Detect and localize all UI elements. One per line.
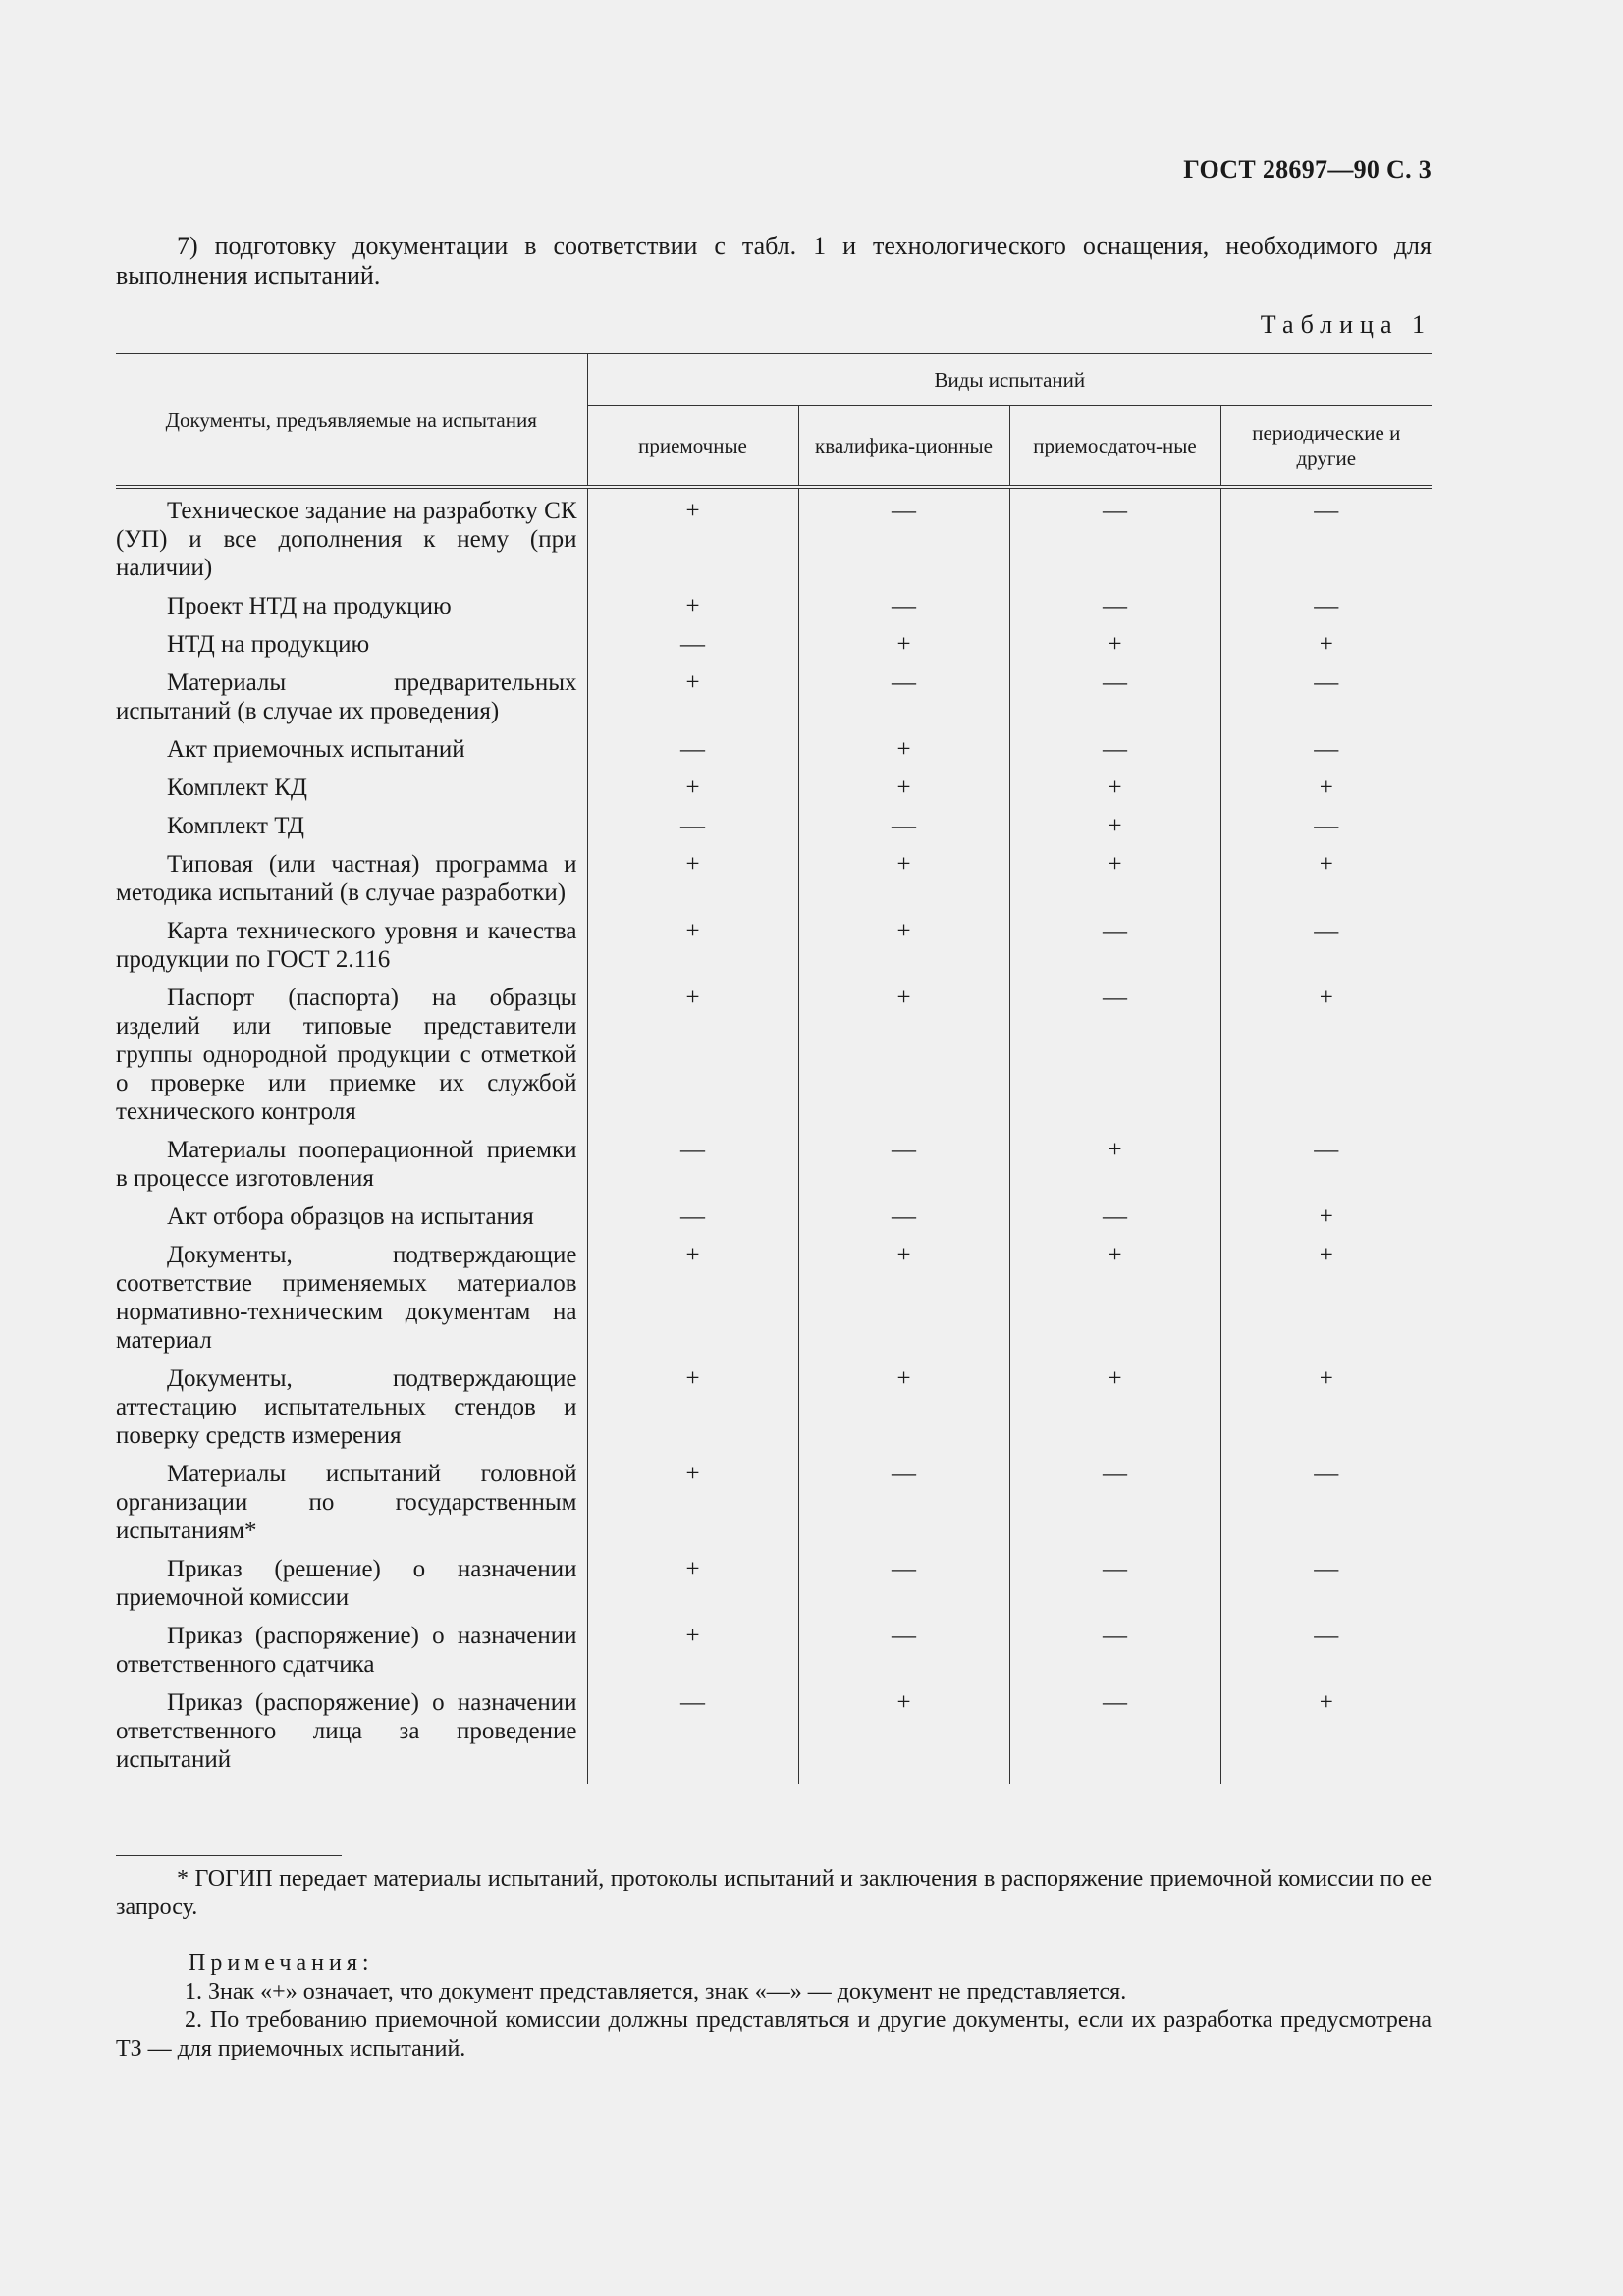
intro-paragraph: 7) подготовку документации в соответствии с табл. 1 и технологического оснащения, необходимого для выполнения испытаний. [116, 232, 1432, 290]
mark-cell: + [798, 917, 1009, 984]
column-header: приемосдаточ-ные [1009, 406, 1220, 488]
notes-section [116, 1949, 1432, 2063]
mark-cell: — [1009, 592, 1220, 630]
mark-cell: — [1220, 1460, 1432, 1555]
mark-cell: — [1220, 1555, 1432, 1622]
test-types-header: Виды испытаний [587, 354, 1432, 406]
mark-cell: — [1220, 735, 1432, 774]
mark-cell: + [798, 1364, 1009, 1460]
mark-cell: + [1220, 1688, 1432, 1784]
table-row [116, 1622, 1432, 1688]
table-row [116, 1688, 1432, 1784]
table-caption: Таблица 1 [1260, 310, 1432, 339]
table-row [116, 1136, 1432, 1202]
table-row [116, 774, 1432, 812]
mark-cell: — [1220, 1622, 1432, 1688]
mark-cell: — [1220, 668, 1432, 735]
mark-cell: — [680, 736, 705, 763]
table-row [116, 592, 1432, 630]
mark-cell: — [680, 1203, 705, 1230]
table-body [116, 487, 1432, 1784]
mark-cell: — [1009, 735, 1220, 774]
mark-cell: + [685, 918, 700, 944]
doc-column-header: Документы, предъявляемые на испытания [116, 354, 587, 488]
table-row [116, 1364, 1432, 1460]
mark-cell: — [1009, 917, 1220, 984]
mark-cell: + [1009, 1364, 1220, 1460]
mark-cell: + [1009, 812, 1220, 850]
mark-cell: — [680, 1689, 705, 1716]
mark-cell: — [798, 592, 1009, 630]
mark-cell: + [1009, 1241, 1220, 1364]
mark-cell: + [685, 669, 700, 696]
document-name-cell: Комплект КД [116, 774, 587, 812]
document-name-cell: Техническое задание на разработку СК (УП) и все дополнения к нему (при наличии) [116, 487, 587, 592]
mark-cell: + [1220, 1202, 1432, 1241]
document-name-cell: Материалы предварительных испытаний (в случае их проведения) [116, 668, 587, 735]
document-name-cell: Акт отбора образцов на испытания [116, 1202, 587, 1241]
document-name-cell: НТД на продукцию [116, 630, 587, 668]
note-item: 1. Знак «+» означает, что документ представляется, знак «—» — документ не представляется. [185, 1979, 1127, 2004]
mark-cell: + [798, 1241, 1009, 1364]
mark-cell: + [798, 630, 1009, 668]
mark-cell: + [685, 1242, 700, 1268]
mark-cell: + [685, 1556, 700, 1582]
mark-cell: — [798, 1460, 1009, 1555]
mark-cell: + [1220, 1364, 1432, 1460]
mark-cell: — [798, 1202, 1009, 1241]
mark-cell: + [798, 1688, 1009, 1784]
mark-cell: + [685, 593, 700, 619]
mark-cell: + [685, 985, 700, 1011]
table-row [116, 984, 1432, 1136]
mark-cell: — [798, 1136, 1009, 1202]
document-name-cell: Материалы пооперационной приемки в процессе изготовления [116, 1136, 587, 1202]
table-row [116, 1202, 1432, 1241]
mark-cell: + [587, 487, 798, 592]
mark-cell: — [798, 1622, 1009, 1688]
mark-cell: + [798, 850, 1009, 917]
mark-cell: — [1220, 812, 1432, 850]
mark-cell: + [1220, 984, 1432, 1136]
document-name-cell: Приказ (распоряжение) о назначении ответственного сдатчика [116, 1622, 587, 1688]
mark-cell: + [798, 735, 1009, 774]
mark-cell: + [1220, 850, 1432, 917]
document-name-cell: Паспорт (паспорта) на образцы изделий или типовые представители группы однородной продукции с отметкой о проверке или приемке их службой технического контроля [116, 984, 587, 1136]
mark-cell: + [1220, 630, 1432, 668]
mark-cell: — [798, 668, 1009, 735]
mark-cell: — [1009, 1622, 1220, 1688]
table-row [116, 668, 1432, 735]
notes-title: Примечания: [189, 1950, 374, 1976]
mark-cell: — [1220, 487, 1432, 592]
footnote-divider [116, 1855, 342, 1856]
mark-cell: — [1009, 487, 1220, 592]
requirements-table-wrapper [116, 353, 1432, 1784]
table-row [116, 735, 1432, 774]
document-name-cell: Документы, подтверждающие аттестацию испытательных стендов и поверку средств измерения [116, 1364, 587, 1460]
document-name-cell: Приказ (распоряжение) о назначении ответственного лица за проведение испытаний [116, 1688, 587, 1784]
table-row [116, 812, 1432, 850]
mark-cell: + [798, 774, 1009, 812]
mark-cell: + [1009, 1136, 1220, 1202]
document-name-cell: Типовая (или частная) программа и методика испытаний (в случае разработки) [116, 850, 587, 917]
mark-cell: — [1220, 1136, 1432, 1202]
document-name-cell: Комплект ТД [116, 812, 587, 850]
table-row [116, 1555, 1432, 1622]
mark-cell: — [798, 487, 1009, 592]
table-row [116, 1460, 1432, 1555]
document-name-cell: Карта технического уровня и качества продукции по ГОСТ 2.116 [116, 917, 587, 984]
mark-cell: — [1220, 592, 1432, 630]
document-name-cell: Приказ (решение) о назначении приемочной комиссии [116, 1555, 587, 1622]
mark-cell: — [798, 812, 1009, 850]
table-row [116, 917, 1432, 984]
document-name-cell: Проект НТД на продукцию [116, 592, 587, 630]
mark-cell: — [1009, 1460, 1220, 1555]
table-row [116, 850, 1432, 917]
mark-cell: + [1009, 630, 1220, 668]
column-header: квалифика-ционные [798, 406, 1009, 488]
document-name-cell: Материалы испытаний головной организации по государственным испытаниям* [116, 1460, 587, 1555]
mark-cell: + [685, 851, 700, 878]
footnote: * ГОГИП передает материалы испытаний, протоколы испытаний и заключения в распоряжение приемочной комиссии по ее запросу. [116, 1866, 1432, 1920]
note-item: 2. По требованию приемочной комиссии должны представляться и другие документы, если их разработка предусмотрена ТЗ — для приемочных испытаний. [116, 2007, 1432, 2061]
mark-cell: — [1009, 984, 1220, 1136]
mark-cell: + [685, 774, 700, 801]
requirements-table [116, 353, 1432, 1784]
column-header: периодические и другие [1220, 406, 1432, 488]
mark-cell: + [1009, 774, 1220, 812]
mark-cell: + [685, 1623, 700, 1649]
mark-cell: — [680, 631, 705, 658]
page-header: ГОСТ 28697—90 С. 3 [1183, 155, 1432, 184]
mark-cell: — [798, 1555, 1009, 1622]
document-name-cell: Документы, подтверждающие соответствие применяемых материалов нормативно-техническим документам на материал [116, 1241, 587, 1364]
mark-cell: + [1009, 850, 1220, 917]
table-row [116, 630, 1432, 668]
mark-cell: + [685, 1461, 700, 1487]
mark-cell: + [685, 1365, 700, 1392]
mark-cell: — [680, 813, 705, 839]
mark-cell: — [1220, 917, 1432, 984]
mark-cell: + [1220, 774, 1432, 812]
table-row [116, 487, 1432, 592]
document-name-cell: Акт приемочных испытаний [116, 735, 587, 774]
mark-cell: + [798, 984, 1009, 1136]
mark-cell: — [1009, 1555, 1220, 1622]
mark-cell: — [680, 1137, 705, 1163]
mark-cell: — [1009, 1688, 1220, 1784]
mark-cell: — [1009, 1202, 1220, 1241]
mark-cell: — [1009, 668, 1220, 735]
table-row [116, 1241, 1432, 1364]
column-header: приемочные [638, 434, 747, 457]
mark-cell: + [1220, 1241, 1432, 1364]
